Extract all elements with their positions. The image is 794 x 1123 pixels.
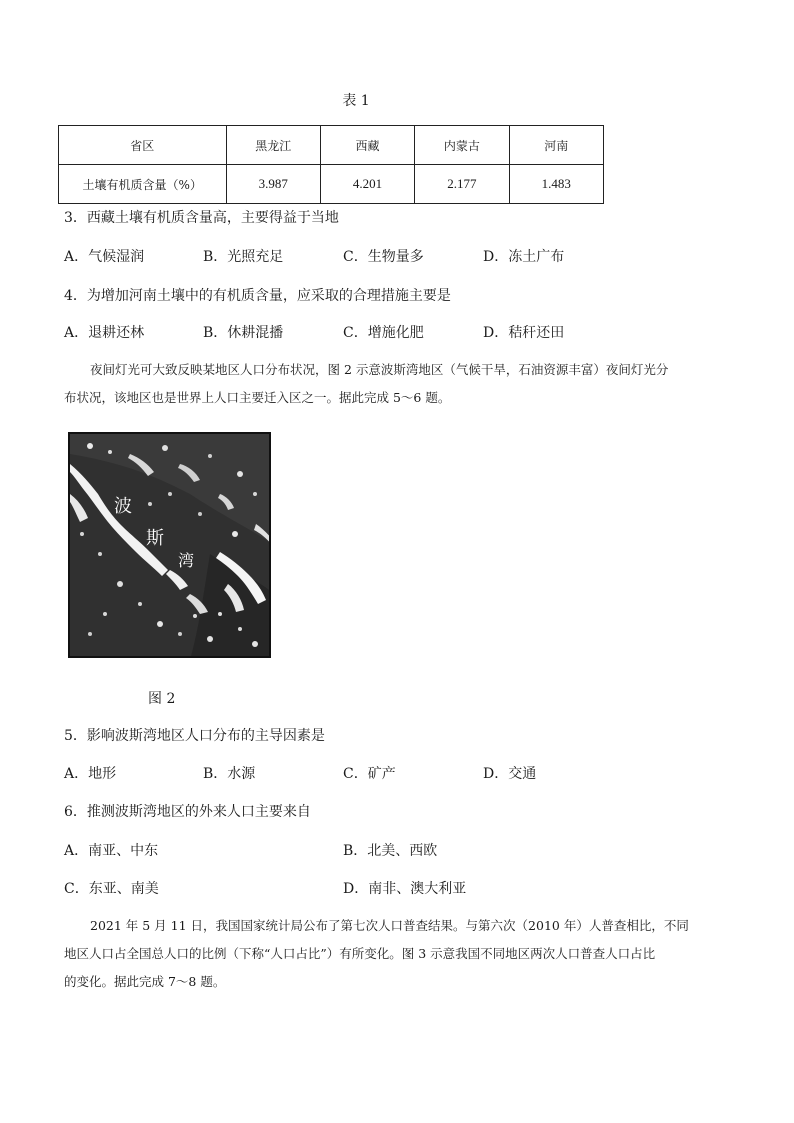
question-3-option-b[interactable]: B．光照充足 bbox=[203, 249, 284, 265]
table-header-cell: 内蒙古 bbox=[415, 126, 509, 165]
question-4-option-d[interactable]: D．秸秆还田 bbox=[483, 325, 565, 341]
table-title: 表 1 bbox=[342, 93, 370, 109]
table-cell: 3.987 bbox=[226, 165, 320, 204]
question-6-option-d[interactable]: D．南非、澳大利亚 bbox=[343, 881, 467, 897]
intro-line: 地区人口占全国总人口的比例（下称“人口占比”）有所变化。图 3 示意我国不同地区两次人口普查人口占比 bbox=[64, 946, 656, 961]
intro-passage-7-8 bbox=[64, 912, 732, 996]
question-4-option-b[interactable]: B．休耕混播 bbox=[203, 325, 284, 341]
question-5-option-b[interactable]: B．水源 bbox=[203, 766, 256, 782]
table-cell: 2.177 bbox=[415, 165, 509, 204]
intro-line: 布状况，该地区也是世界上人口主要迁入区之一。据此完成 5～6 题。 bbox=[64, 390, 451, 405]
question-4-option-a[interactable]: A．退耕还林 bbox=[64, 325, 145, 341]
question-3-option-d[interactable]: D．冻土广布 bbox=[483, 249, 565, 265]
question-3-option-c[interactable]: C．生物量多 bbox=[343, 249, 424, 265]
intro-line: 的变化。据此完成 7～8 题。 bbox=[64, 974, 226, 989]
question-4-option-c[interactable]: C．增施化肥 bbox=[343, 325, 424, 341]
question-6-option-a[interactable]: A．南亚、中东 bbox=[64, 843, 159, 859]
question-6-option-b[interactable]: B．北美、西欧 bbox=[343, 843, 438, 859]
table-cell: 4.201 bbox=[320, 165, 414, 204]
table-header-cell: 黑龙江 bbox=[226, 126, 320, 165]
night-lights-image bbox=[70, 434, 271, 658]
table-header-cell: 西藏 bbox=[320, 126, 414, 165]
question-3-stem: 3．西藏土壤有机质含量高，主要得益于当地 bbox=[64, 210, 339, 226]
map-label-wan: 湾 bbox=[178, 551, 195, 570]
question-5-stem: 5．影响波斯湾地区人口分布的主导因素是 bbox=[64, 728, 325, 744]
question-5-option-c[interactable]: C．矿产 bbox=[343, 766, 396, 782]
question-6-stem: 6．推测波斯湾地区的外来人口主要来自 bbox=[64, 804, 311, 820]
intro-line: 2021 年 5 月 11 日，我国国家统计局公布了第七次人口普查结果。与第六次（2010 年）人普查相比，不同 bbox=[90, 918, 689, 933]
table-row bbox=[59, 165, 604, 204]
map-label-bo: 波 bbox=[114, 496, 132, 517]
table-header-cell: 省区 bbox=[59, 126, 227, 165]
question-6-option-c[interactable]: C．东亚、南美 bbox=[64, 881, 159, 897]
question-5-option-a[interactable]: A．地形 bbox=[64, 766, 117, 782]
table-cell: 1.483 bbox=[509, 165, 603, 204]
intro-passage-5-6 bbox=[64, 356, 732, 412]
persian-gulf-night-lights-map bbox=[68, 432, 271, 658]
intro-line: 夜间灯光可大致反映某地区人口分布状况，图 2 示意波斯湾地区（气候干旱，石油资源丰富）夜间灯光分 bbox=[90, 362, 669, 377]
figure-2-caption: 图 2 bbox=[148, 691, 176, 707]
question-5-option-d[interactable]: D．交通 bbox=[483, 766, 537, 782]
table-header-cell: 河南 bbox=[509, 126, 603, 165]
table-header-row bbox=[59, 126, 604, 165]
map-label-si: 斯 bbox=[146, 528, 164, 549]
soil-organic-matter-table bbox=[58, 125, 604, 204]
question-4-stem: 4．为增加河南土壤中的有机质含量，应采取的合理措施主要是 bbox=[64, 288, 451, 304]
table-cell: 土壤有机质含量（%） bbox=[59, 165, 227, 204]
question-3-option-a[interactable]: A．气候湿润 bbox=[64, 249, 145, 265]
